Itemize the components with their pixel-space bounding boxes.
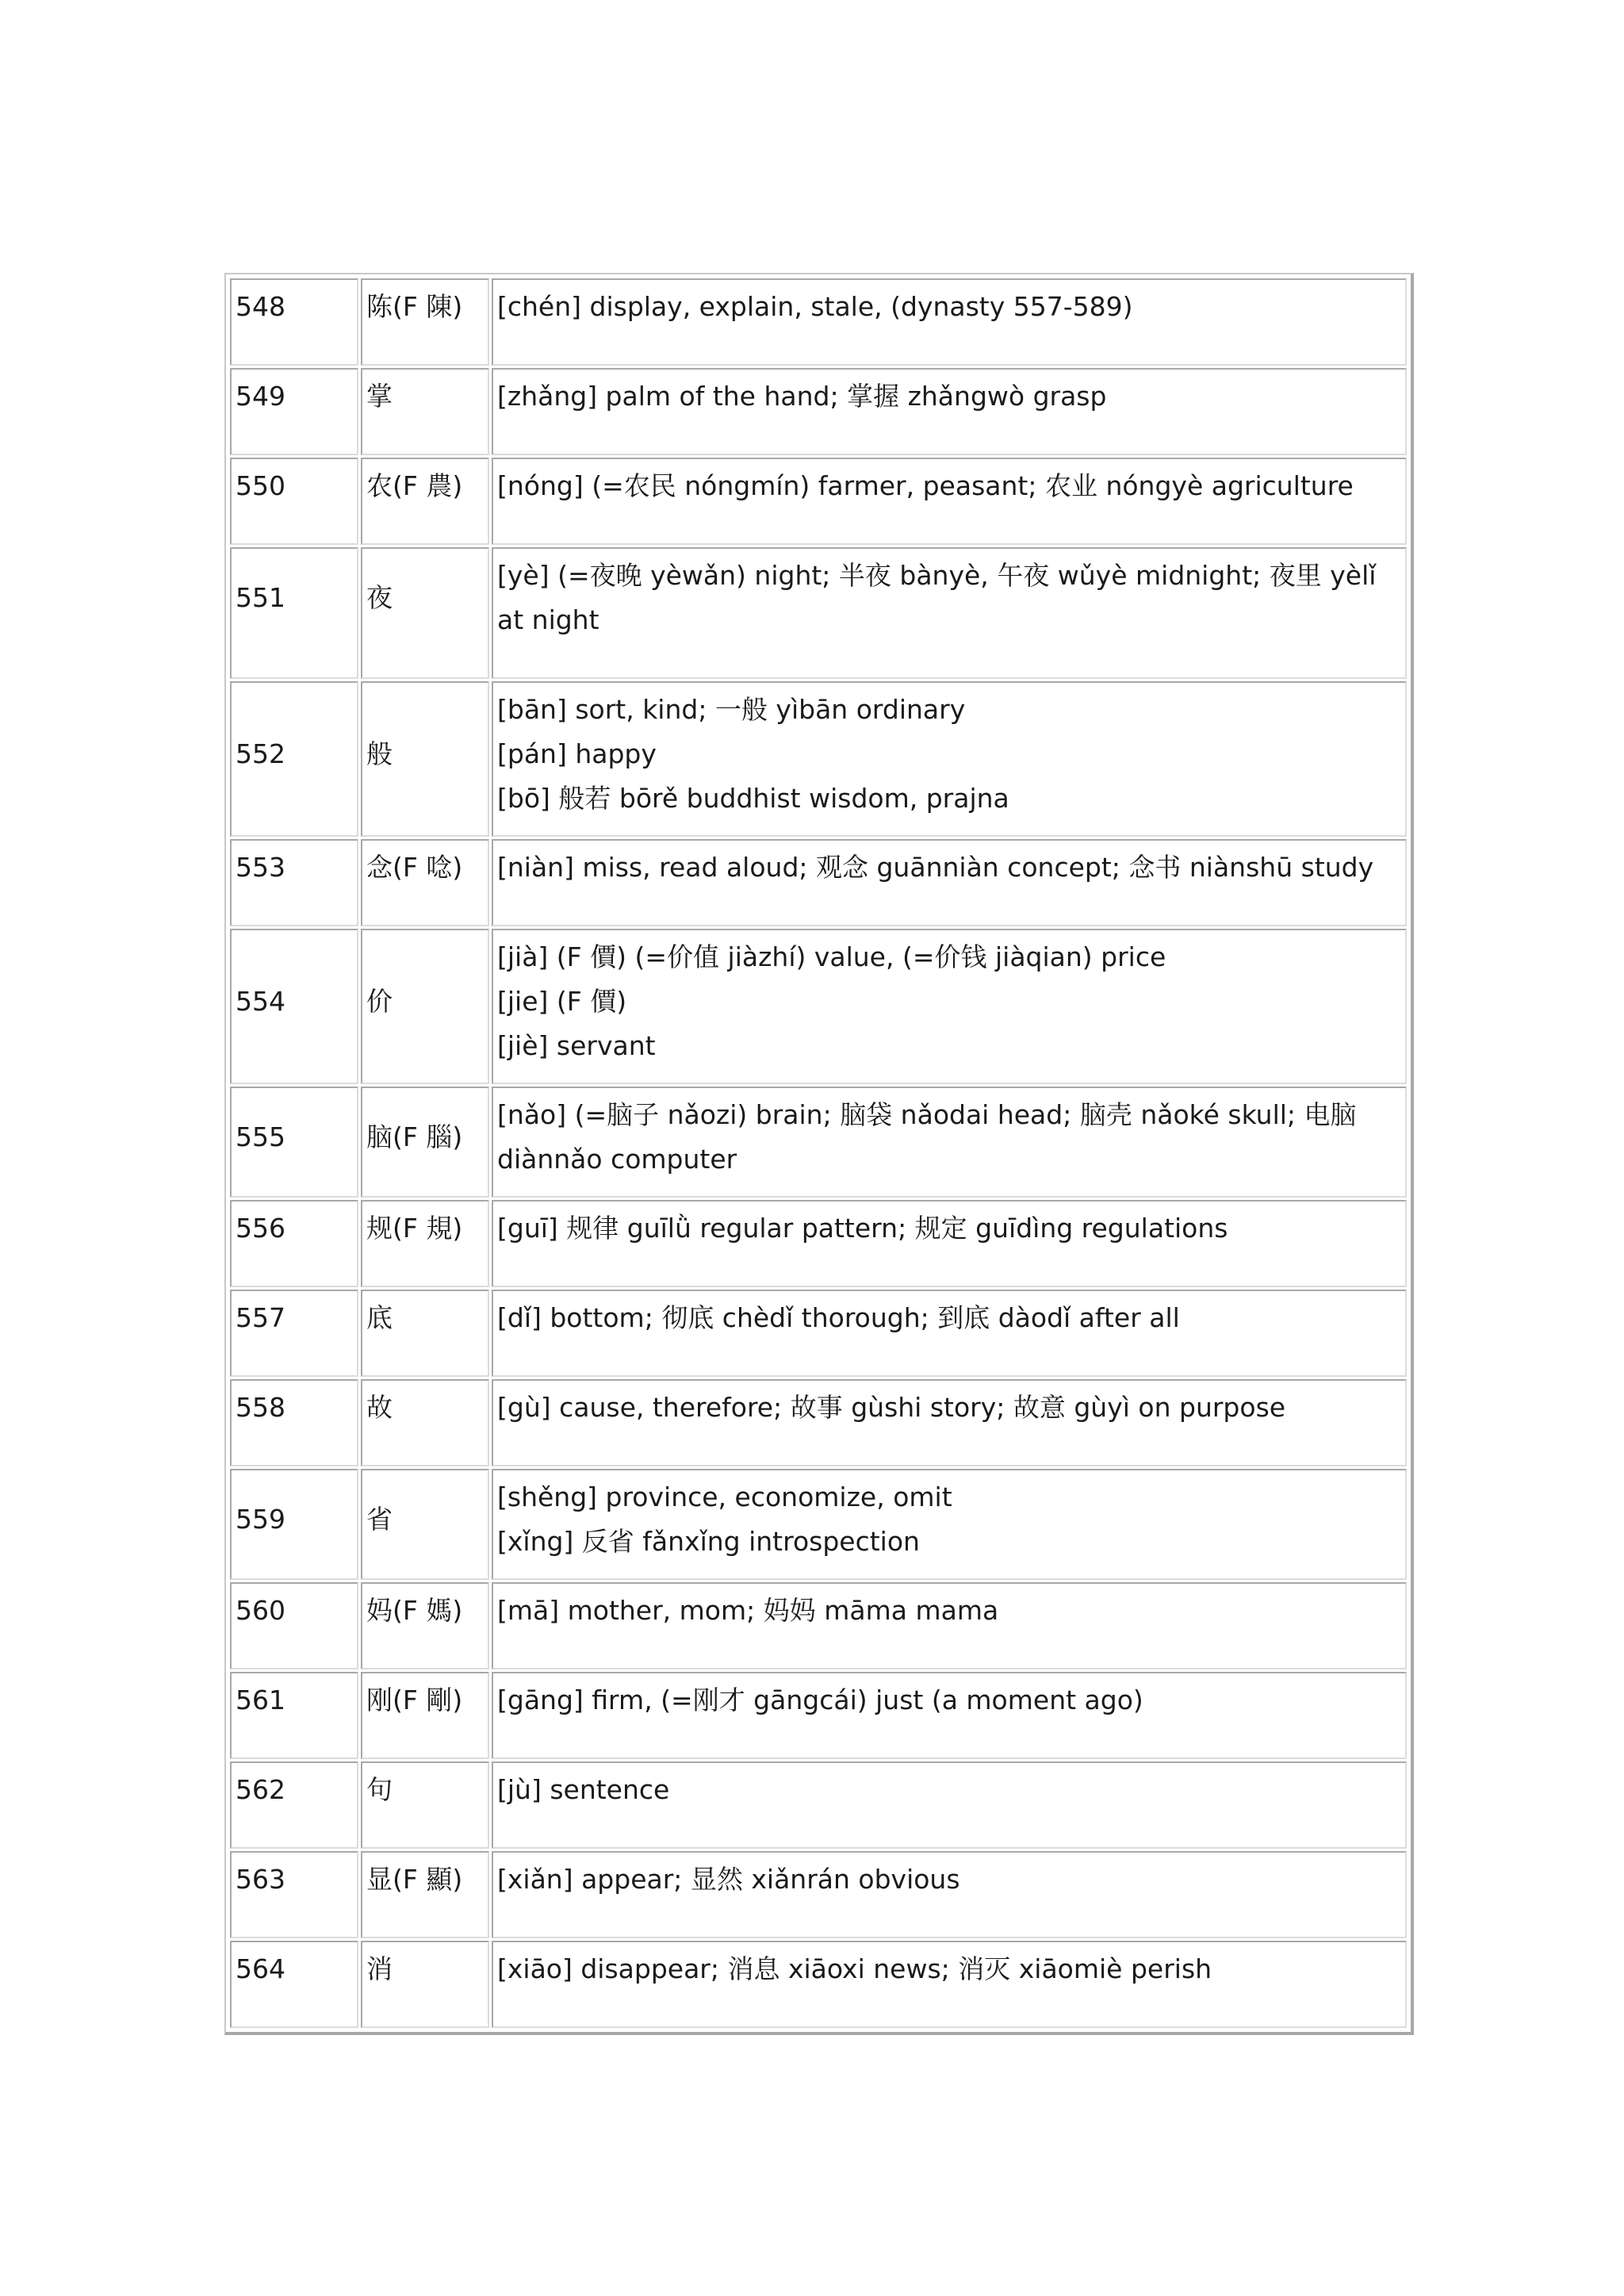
- entry-number: 554: [230, 929, 358, 1084]
- definition-line: [gù] cause, therefore; 故事 gùshi story; 故意 gùyì on purpose: [497, 1392, 1286, 1423]
- entry-number: 564: [230, 1941, 358, 2028]
- table-row: [230, 1672, 1407, 1759]
- entry-definition: [492, 1200, 1407, 1287]
- table-row: [230, 1290, 1407, 1377]
- definition-line: [pán] happy: [497, 738, 657, 769]
- table-row: [230, 929, 1407, 1084]
- definition-line: [niàn] miss, read aloud; 观念 guānniàn concept; 念书 niànshū study: [497, 852, 1374, 883]
- entry-definition: [492, 1672, 1407, 1759]
- definition-line: [nóng] (=农民 nóngmín) farmer, peasant; 农业 nóngyè agriculture: [497, 470, 1354, 501]
- table-row: [230, 458, 1407, 545]
- entry-character: 故: [361, 1379, 489, 1466]
- entry-number: 562: [230, 1761, 358, 1849]
- entry-character: 般: [361, 681, 489, 837]
- definition-line: [guī] 规律 guīlǜ regular pattern; 规定 guīdìng regulations: [497, 1213, 1228, 1244]
- definition-line: [dǐ] bottom; 彻底 chèdǐ thorough; 到底 dàodǐ after all: [497, 1302, 1180, 1333]
- definition-line: [chén] display, explain, stale, (dynasty 557-589): [497, 291, 1133, 322]
- table-row: [230, 681, 1407, 837]
- entry-number: 550: [230, 458, 358, 545]
- definition-line: [zhǎng] palm of the hand; 掌握 zhǎngwò grasp: [497, 381, 1107, 412]
- entry-character: 省: [361, 1469, 489, 1580]
- definition-line: [xiāo] disappear; 消息 xiāoxi news; 消灭 xiāomiè perish: [497, 1953, 1212, 1984]
- entry-character: 陈(F 陳): [361, 278, 489, 366]
- table-row: [230, 1200, 1407, 1287]
- entry-character: 规(F 規): [361, 1200, 489, 1287]
- definition-line: [xǐng] 反省 fǎnxǐng introspection: [497, 1526, 920, 1557]
- entry-number: 555: [230, 1087, 358, 1198]
- entry-character: 掌: [361, 368, 489, 455]
- entry-definition: [492, 1761, 1407, 1849]
- definition-line: [gāng] firm, (=刚才 gāngcái) just (a moment ago): [497, 1685, 1143, 1715]
- table-row: [230, 1379, 1407, 1466]
- entry-definition: [492, 368, 1407, 455]
- entry-definition: [492, 458, 1407, 545]
- entry-character: 句: [361, 1761, 489, 1849]
- entry-definition: [492, 839, 1407, 926]
- definition-line: [jià] (F 價) (=价值 jiàzhí) value, (=价钱 jiàqian) price: [497, 941, 1166, 972]
- definition-line: [nǎo] (=脑子 nǎozi) brain; 脑袋 nǎodai head; 脑壳 nǎoké skull; 电脑 diànnǎo computer: [497, 1099, 1357, 1175]
- entry-definition: [492, 681, 1407, 837]
- entry-character: 农(F 農): [361, 458, 489, 545]
- entry-number: 549: [230, 368, 358, 455]
- entry-character: 底: [361, 1290, 489, 1377]
- vocabulary-table-body: [230, 278, 1407, 2028]
- entry-number: 553: [230, 839, 358, 926]
- entry-character: 消: [361, 1941, 489, 2028]
- entry-number: 560: [230, 1582, 358, 1669]
- table-row: [230, 1087, 1407, 1198]
- entry-definition: [492, 278, 1407, 366]
- table-row: [230, 839, 1407, 926]
- entry-definition: [492, 1941, 1407, 2028]
- entry-definition: [492, 547, 1407, 679]
- entry-number: 559: [230, 1469, 358, 1580]
- entry-character: 显(F 顯): [361, 1851, 489, 1938]
- entry-definition: [492, 1290, 1407, 1377]
- definition-line: [jiè] servant: [497, 1030, 656, 1061]
- table-row: [230, 547, 1407, 679]
- entry-character: 刚(F 剛): [361, 1672, 489, 1759]
- table-row: [230, 1941, 1407, 2028]
- entry-number: 551: [230, 547, 358, 679]
- vocabulary-table: [228, 276, 1409, 2030]
- entry-number: 563: [230, 1851, 358, 1938]
- table-row: [230, 278, 1407, 366]
- definition-line: [jie] (F 價): [497, 986, 627, 1017]
- vocabulary-table-frame: [224, 273, 1414, 2035]
- entry-character: 价: [361, 929, 489, 1084]
- table-row: [230, 1761, 1407, 1849]
- definition-line: [mā] mother, mom; 妈妈 māma mama: [497, 1595, 999, 1626]
- entry-number: 558: [230, 1379, 358, 1466]
- table-row: [230, 1469, 1407, 1580]
- entry-number: 557: [230, 1290, 358, 1377]
- definition-line: [bān] sort, kind; 一般 yìbān ordinary: [497, 694, 966, 725]
- entry-definition: [492, 1379, 1407, 1466]
- entry-definition: [492, 929, 1407, 1084]
- entry-number: 561: [230, 1672, 358, 1759]
- definition-line: [xiǎn] appear; 显然 xiǎnrán obvious: [497, 1864, 960, 1895]
- definition-line: [shěng] province, economize, omit: [497, 1481, 952, 1512]
- table-row: [230, 1851, 1407, 1938]
- entry-character: 妈(F 媽): [361, 1582, 489, 1669]
- entry-definition: [492, 1469, 1407, 1580]
- definition-line: [jù] sentence: [497, 1774, 670, 1805]
- table-row: [230, 1582, 1407, 1669]
- table-row: [230, 368, 1407, 455]
- entry-definition: [492, 1851, 1407, 1938]
- entry-character: 念(F 唸): [361, 839, 489, 926]
- definition-line: [yè] (=夜晚 yèwǎn) night; 半夜 bànyè, 午夜 wǔyè midnight; 夜里 yèlǐ at night: [497, 560, 1377, 635]
- entry-number: 556: [230, 1200, 358, 1287]
- definition-line: [bō] 般若 bōrě buddhist wisdom, prajna: [497, 783, 1009, 814]
- entry-number: 548: [230, 278, 358, 366]
- entry-number: 552: [230, 681, 358, 837]
- entry-definition: [492, 1087, 1407, 1198]
- entry-character: 夜: [361, 547, 489, 679]
- entry-definition: [492, 1582, 1407, 1669]
- entry-character: 脑(F 腦): [361, 1087, 489, 1198]
